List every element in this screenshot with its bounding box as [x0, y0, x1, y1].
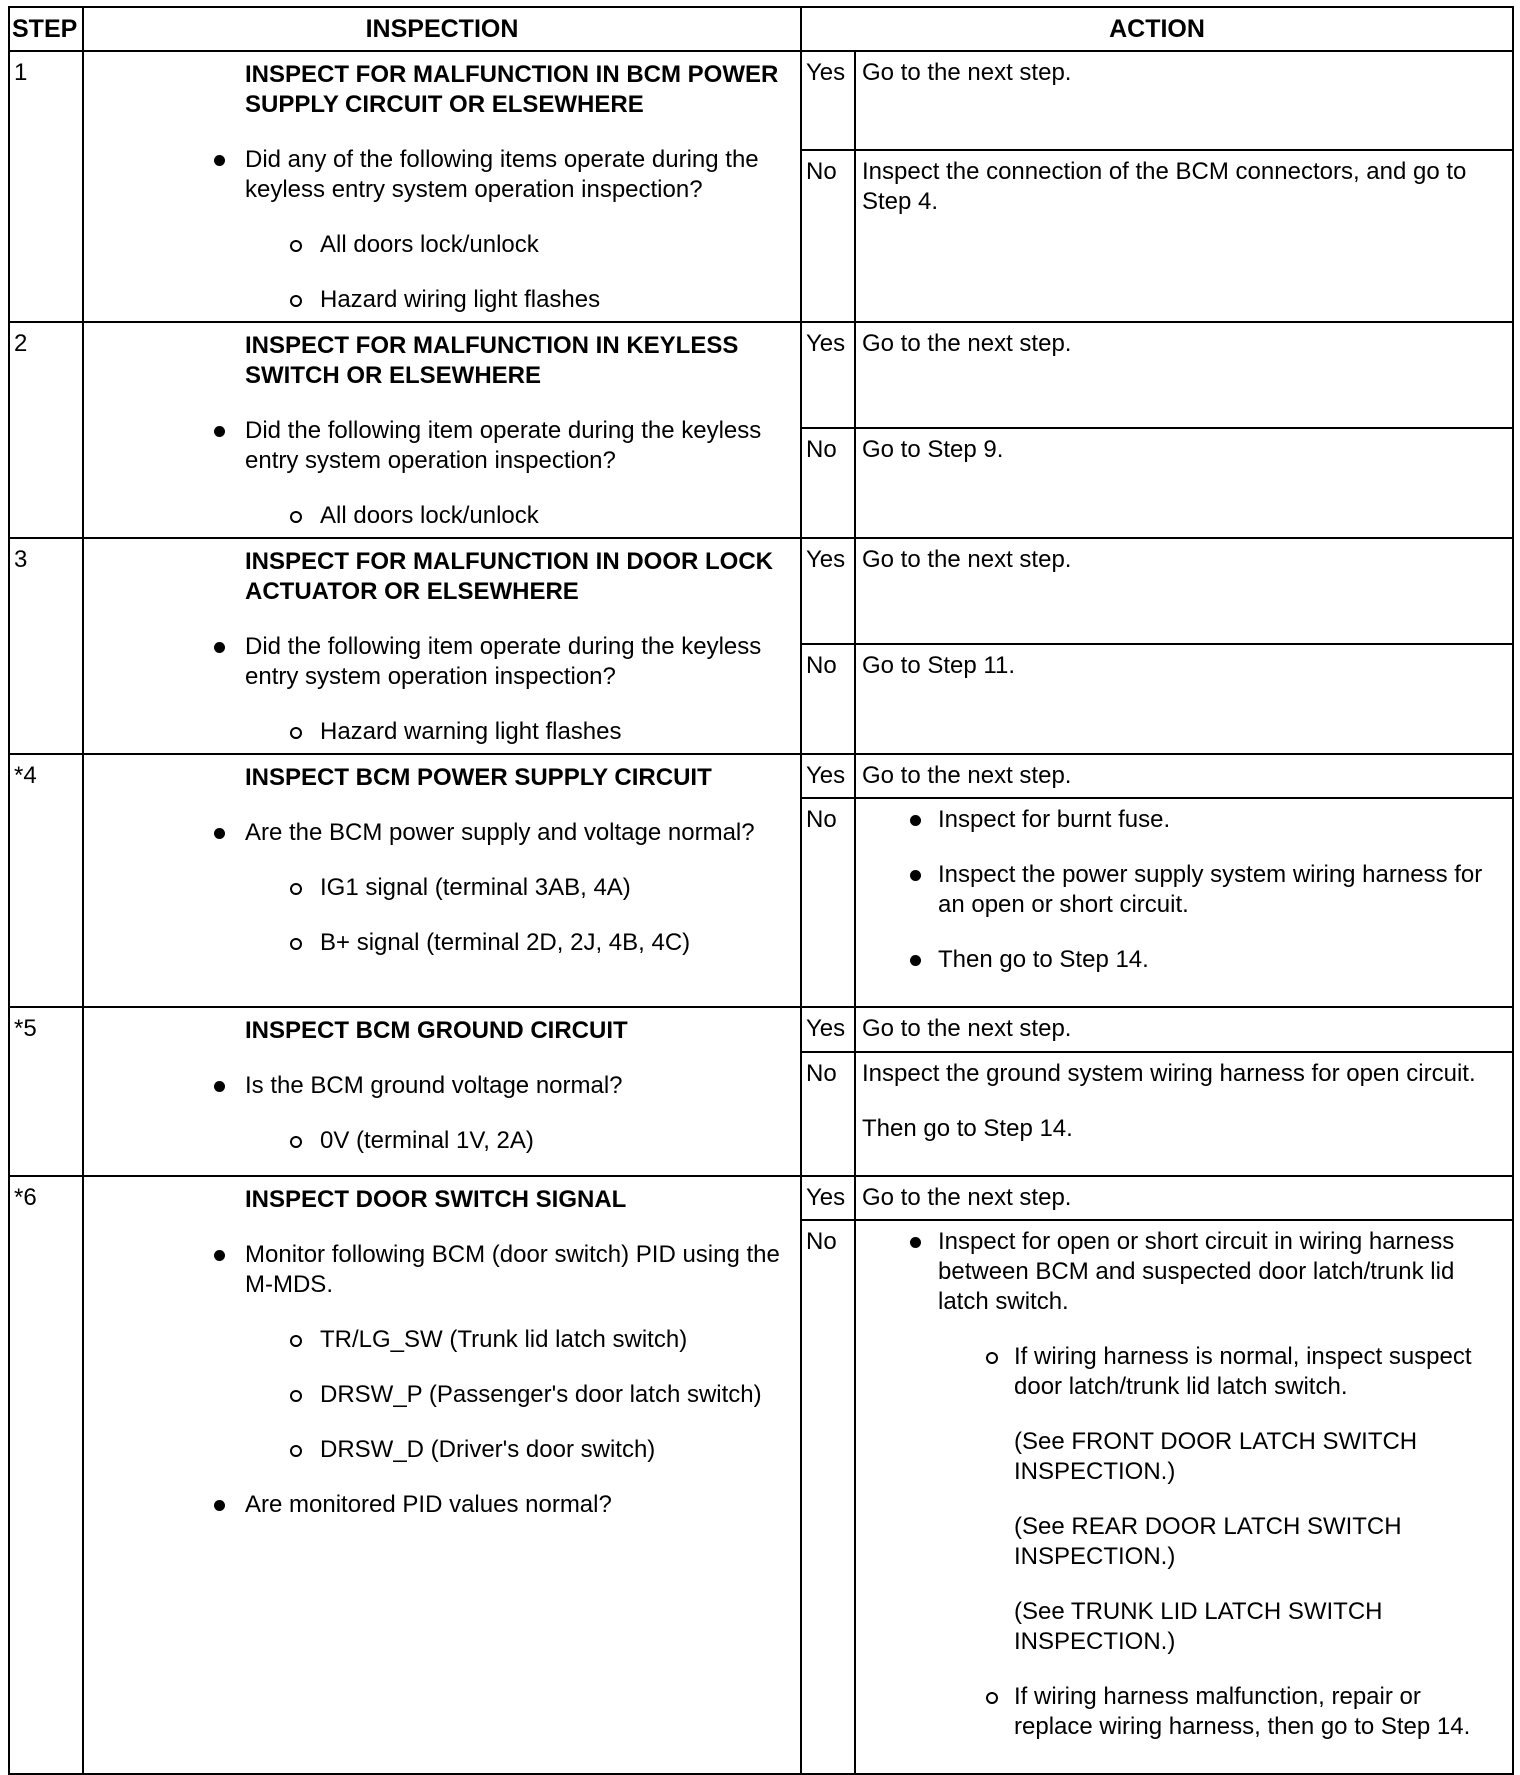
inspection-item: DRSW_P (Passenger's door latch switch) [102, 1380, 780, 1410]
no-action: Go to Step 11. [855, 644, 1513, 754]
action-sub-bullet: If wiring harness is normal, inspect suspect door latch/trunk lid latch switch. [862, 1342, 1504, 1402]
yes-action: Go to the next step. [855, 538, 1513, 644]
inspection-item: DRSW_D (Driver's door switch) [102, 1435, 780, 1465]
step-title: INSPECT FOR MALFUNCTION IN BCM POWER SUPPLY CIRCUIT OR ELSEWHERE [245, 61, 779, 118]
no-action [855, 1052, 1513, 1176]
step-number: *5 [9, 1007, 83, 1176]
no-label: No [801, 798, 855, 1007]
no-label: No [801, 644, 855, 754]
step-4-yes-row [9, 754, 1513, 798]
no-action: Inspect the connection of the BCM connectors, and go to Step 4. [855, 150, 1513, 322]
step-number: *4 [9, 754, 83, 1007]
action-bullet: Then go to Step 14. [862, 945, 1504, 975]
inspection-item: All doors lock/unlock [102, 501, 780, 531]
step-title: INSPECT FOR MALFUNCTION IN DOOR LOCK ACTUATOR OR ELSEWHERE [245, 548, 773, 605]
see-reference: (See REAR DOOR LATCH SWITCH INSPECTION.) [1014, 1513, 1402, 1570]
action-bullet: Inspect for open or short circuit in wiring harness between BCM and suspected door latch/trunk lid latch switch. [862, 1227, 1504, 1317]
step-title: INSPECT FOR MALFUNCTION IN KEYLESS SWITCH OR ELSEWHERE [245, 332, 739, 389]
action-bullet: Inspect the power supply system wiring harness for an open or short circuit. [862, 860, 1504, 920]
yes-action: Go to the next step. [855, 754, 1513, 798]
yes-label: Yes [801, 1176, 855, 1220]
step-inspection [83, 538, 801, 754]
step-inspection [83, 51, 801, 322]
step-number: 1 [9, 51, 83, 322]
step-column-header: STEP [9, 7, 83, 51]
yes-action: Go to the next step. [855, 322, 1513, 428]
yes-label: Yes [801, 322, 855, 428]
header-row [9, 7, 1513, 51]
inspection-column-header: INSPECTION [83, 7, 801, 51]
step-number: 3 [9, 538, 83, 754]
no-action [855, 798, 1513, 1007]
inspection-question: Did any of the following items operate during the keyless entry system operation inspection? [102, 145, 780, 205]
no-action [855, 1220, 1513, 1774]
inspection-item: Hazard warning light flashes [102, 717, 780, 747]
action-sub-bullet: If wiring harness malfunction, repair or replace wiring harness, then go to Step 14. [862, 1682, 1504, 1742]
yes-label: Yes [801, 51, 855, 150]
yes-label: Yes [801, 1007, 855, 1052]
no-label: No [801, 428, 855, 538]
yes-label: Yes [801, 754, 855, 798]
see-reference: (See TRUNK LID LATCH SWITCH INSPECTION.) [1014, 1598, 1383, 1655]
no-label: No [801, 1052, 855, 1176]
step-6-yes-row [9, 1176, 1513, 1220]
inspection-question: Are monitored PID values normal? [102, 1490, 780, 1520]
inspection-item: 0V (terminal 1V, 2A) [102, 1126, 780, 1156]
no-label: No [801, 1220, 855, 1774]
yes-action: Go to the next step. [855, 1007, 1513, 1052]
step-number: 2 [9, 322, 83, 538]
step-5-yes-row [9, 1007, 1513, 1052]
step-title: INSPECT BCM GROUND CIRCUIT [245, 1017, 628, 1044]
step-title: INSPECT BCM POWER SUPPLY CIRCUIT [245, 764, 712, 791]
inspection-item: IG1 signal (terminal 3AB, 4A) [102, 873, 780, 903]
action-text: Inspect the ground system wiring harness for open circuit. [862, 1060, 1476, 1087]
step-3-yes-row [9, 538, 1513, 644]
inspection-question: Are the BCM power supply and voltage normal? [102, 818, 780, 848]
yes-action: Go to the next step. [855, 1176, 1513, 1220]
inspection-question: Is the BCM ground voltage normal? [102, 1071, 780, 1101]
step-inspection [83, 1007, 801, 1176]
step-2-yes-row [9, 322, 1513, 428]
inspection-item: Hazard wiring light flashes [102, 285, 780, 315]
diagnostic-procedure-sheet [8, 6, 1512, 1775]
inspection-table [8, 6, 1514, 1775]
inspection-question: Monitor following BCM (door switch) PID using the M-MDS. [102, 1240, 780, 1300]
step-number: *6 [9, 1176, 83, 1774]
no-action: Go to Step 9. [855, 428, 1513, 538]
inspection-item: TR/LG_SW (Trunk lid latch switch) [102, 1325, 780, 1355]
see-reference: (See FRONT DOOR LATCH SWITCH INSPECTION.) [1014, 1428, 1418, 1485]
inspection-question: Did the following item operate during the keyless entry system operation inspection? [102, 416, 780, 476]
step-inspection [83, 322, 801, 538]
step-inspection [83, 754, 801, 1007]
step-1-yes-row [9, 51, 1513, 150]
inspection-item: B+ signal (terminal 2D, 2J, 4B, 4C) [102, 928, 780, 958]
action-column-header: ACTION [801, 7, 1513, 51]
inspection-item: All doors lock/unlock [102, 230, 780, 260]
action-bullet: Inspect for burnt fuse. [862, 805, 1504, 835]
yes-action: Go to the next step. [855, 51, 1513, 150]
step-inspection [83, 1176, 801, 1774]
action-text: Then go to Step 14. [862, 1115, 1073, 1142]
inspection-question: Did the following item operate during the keyless entry system operation inspection? [102, 632, 780, 692]
step-title: INSPECT DOOR SWITCH SIGNAL [245, 1186, 627, 1213]
yes-label: Yes [801, 538, 855, 644]
no-label: No [801, 150, 855, 322]
